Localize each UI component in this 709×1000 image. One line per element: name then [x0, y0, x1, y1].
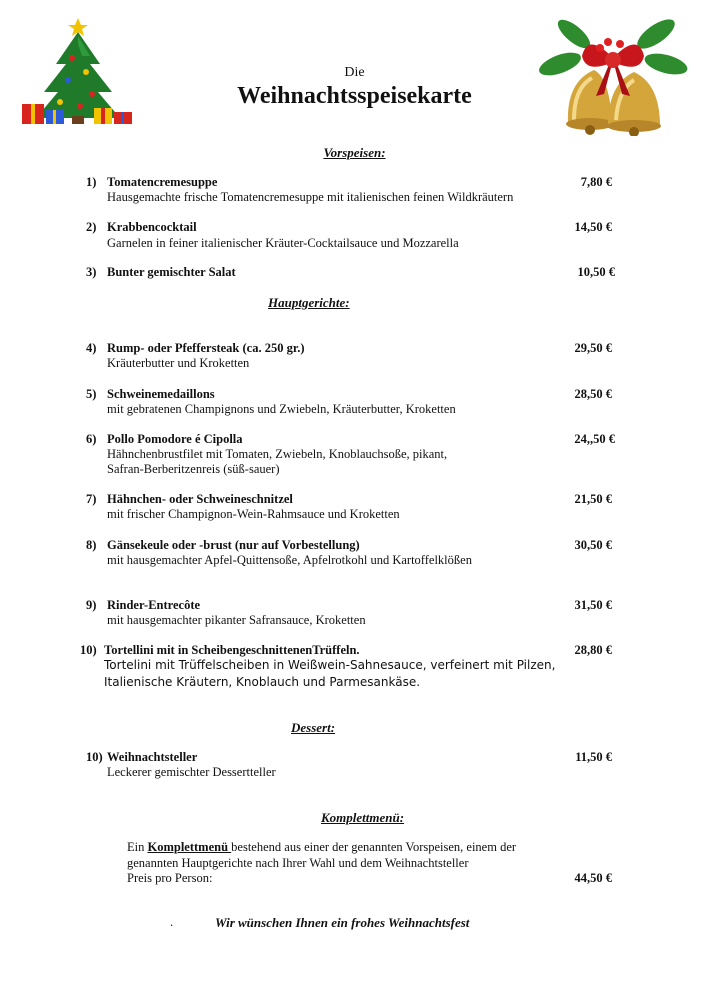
- item-name: Schweinemedaillons: [107, 387, 215, 401]
- item-number: 2): [86, 220, 97, 234]
- item-description: mit hausgemachter pikanter Safransauce, Kroketten: [107, 613, 366, 627]
- item-number: 1): [86, 175, 97, 189]
- item-description: Safran-Berberitzenreis (süß-sauer): [107, 462, 280, 476]
- item-description: Garnelen in feiner italienischer Kräuter-Cocktailsauce und Mozzarella: [107, 236, 459, 250]
- item-name: Bunter gemischter Salat: [107, 265, 236, 279]
- set-menu-line: genannten Hauptgerichte nach Ihrer Wahl und dem Weihnachtsteller: [127, 856, 469, 870]
- item-name: Hähnchen- oder Schweineschnitzel: [107, 492, 293, 506]
- item-description: mit hausgemachter Apfel-Quittensoße, Apfelrotkohl und Kartoffelklößen: [107, 553, 472, 567]
- item-description: Leckerer gemischter Dessertteller: [107, 765, 276, 779]
- item-number: 4): [86, 341, 97, 355]
- item-description: Italienische Kräutern, Knoblauch und Parmesankäse.: [104, 675, 421, 689]
- item-description: Tortelini mit Trüffelscheiben in Weißwein-Sahnesauce, verfeinert mit Pilzen,: [104, 658, 556, 672]
- item-price: 28,80 €: [574, 643, 612, 657]
- page-pretitle: Die: [344, 65, 365, 80]
- footer-greeting: Wir wünschen Ihnen ein frohes Weihnachtsfest: [215, 915, 470, 930]
- section-heading-set-menu: Komplettmenü:: [321, 810, 405, 825]
- item-price: 21,50 €: [574, 492, 612, 506]
- item-description: Kräuterbutter und Kroketten: [107, 356, 250, 370]
- section-heading-starters: Vorspeisen:: [323, 145, 386, 160]
- item-name: Rinder-Entrecôte: [107, 598, 201, 612]
- item-name: Gänsekeule oder -brust (nur auf Vorbestellung): [107, 538, 360, 552]
- set-menu-price-label: Preis pro Person:: [127, 871, 213, 885]
- item-number: 6): [86, 432, 97, 446]
- section-heading-mains: Hauptgerichte:: [268, 295, 350, 310]
- item-name: Tortellini mit in ScheibengeschnittenenTrüffeln.: [104, 643, 360, 657]
- item-description: mit gebratenen Champignons und Zwiebeln, Kräuterbutter, Kroketten: [107, 402, 456, 416]
- item-price: 24,,50 €: [574, 432, 615, 446]
- item-name: Krabbencocktail: [107, 220, 197, 234]
- item-name: Pollo Pomodore é Cipolla: [107, 432, 243, 446]
- page-title: Weihnachtsspeisekarte: [237, 83, 472, 109]
- item-price: 14,50 €: [574, 220, 612, 234]
- item-price: 7,80 €: [580, 175, 612, 189]
- item-number: 10): [80, 643, 97, 657]
- item-number: 5): [86, 387, 97, 401]
- set-menu-text: bestehend aus einer der genannten Vorspeisen, einem der: [231, 840, 517, 854]
- section-heading-dessert: Dessert:: [291, 720, 336, 735]
- item-description: Hausgemachte frische Tomatencremesuppe mit italienischen feinen Wildkräutern: [107, 190, 514, 204]
- set-menu-price: 44,50 €: [574, 871, 612, 885]
- item-number: 3): [86, 265, 97, 279]
- item-price: 29,50 €: [574, 341, 612, 355]
- item-price: 11,50 €: [575, 750, 612, 764]
- item-number: 9): [86, 598, 97, 612]
- item-price: 30,50 €: [574, 538, 612, 552]
- item-number: 8): [86, 538, 97, 552]
- item-description: Hähnchenbrustfilet mit Tomaten, Zwiebeln, Knoblauchsoße, pikant,: [107, 447, 448, 461]
- item-name: Rump- oder Pfeffersteak (ca. 250 gr.): [107, 341, 305, 355]
- item-number: 10): [86, 750, 103, 764]
- item-name: Weihnachtsteller: [107, 750, 198, 764]
- item-price: 10,50 €: [577, 265, 615, 279]
- item-name: Tomatencremesuppe: [107, 175, 218, 189]
- set-menu-keyword: Komplettmenü: [147, 840, 232, 854]
- item-price: 31,50 €: [574, 598, 612, 612]
- item-price: 28,50 €: [574, 387, 612, 401]
- set-menu-text: Ein: [127, 840, 148, 854]
- item-number: 7): [86, 492, 97, 506]
- set-menu-line: [127, 840, 516, 856]
- footer-dot: .: [170, 915, 174, 929]
- item-description: mit frischer Champignon-Wein-Rahmsauce und Kroketten: [107, 507, 400, 521]
